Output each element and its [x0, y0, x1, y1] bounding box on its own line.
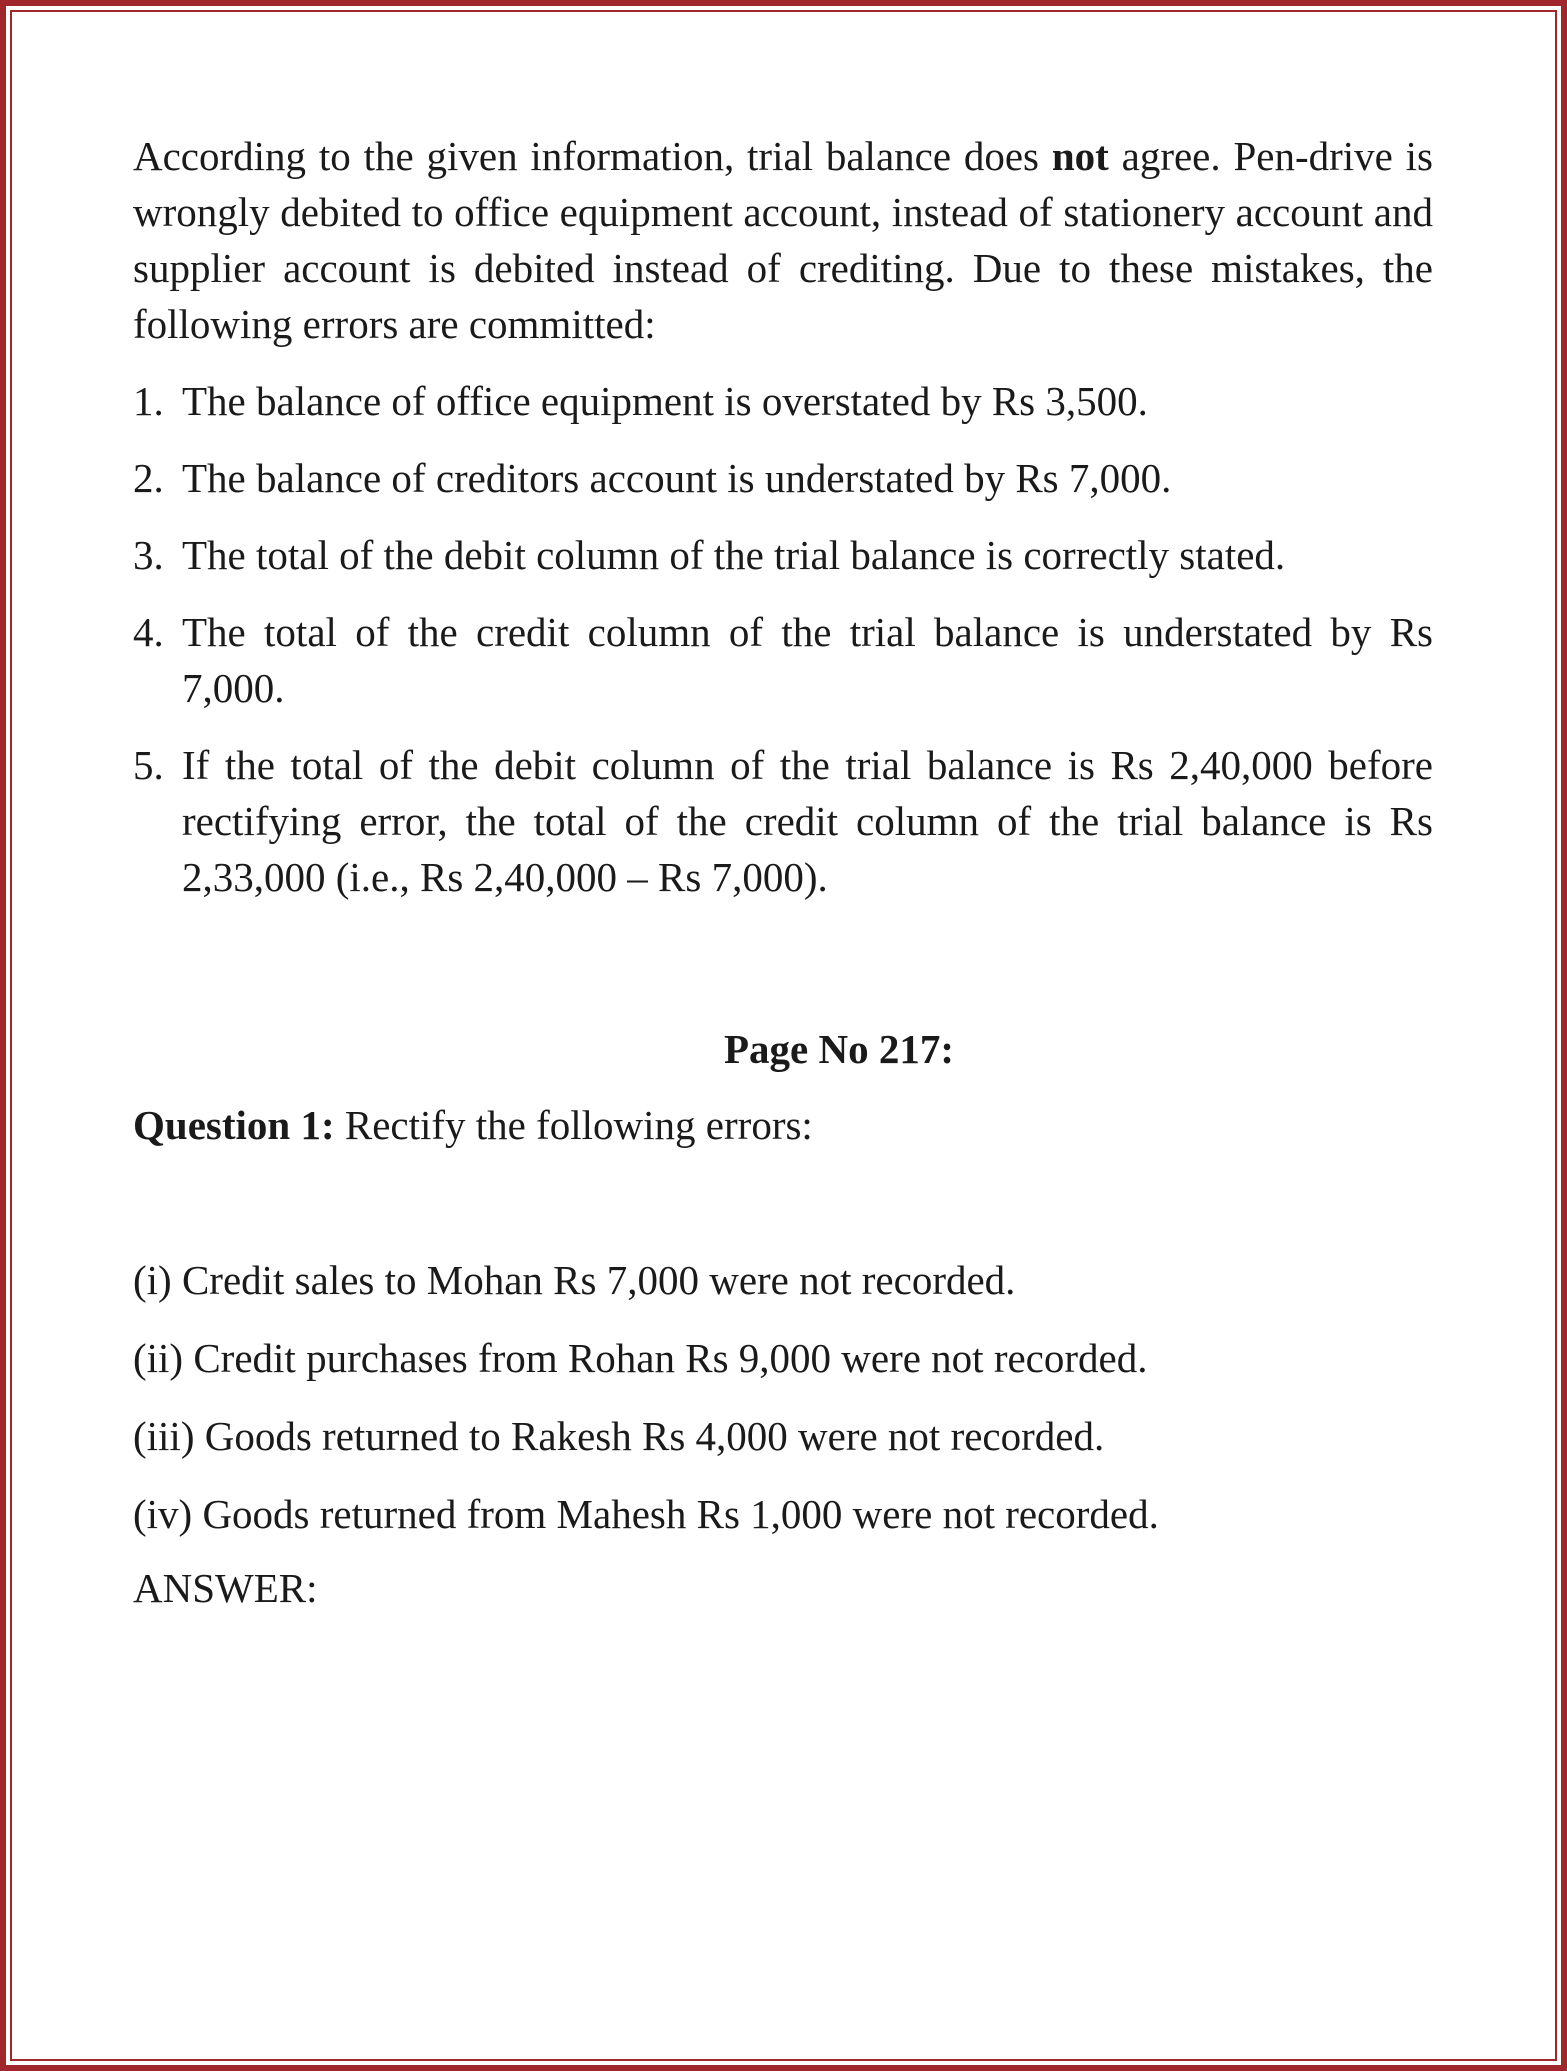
intro-paragraph — [133, 128, 1433, 352]
question-label: Question 1: — [133, 1102, 335, 1148]
answer-label: ANSWER: — [133, 1565, 318, 1611]
question-items-list — [133, 1252, 1433, 1542]
question-item: (i) Credit sales to Mohan Rs 7,000 were not recorded. — [133, 1257, 1016, 1303]
list-item-number: 2. — [133, 455, 164, 501]
list-item-number: 3. — [133, 532, 164, 578]
question-item: (ii) Credit purchases from Rohan Rs 9,000 were not recorded. — [133, 1335, 1148, 1381]
intro-text-after: agree. Pen-drive is wrongly debited to office equipment account, instead of stationery account and supplier account is debited instead of crediting. Due to these mistakes, the following errors are committed: — [133, 133, 1434, 347]
intro-text-before: According to the given information, trial balance does — [133, 133, 1052, 179]
list-item-text: The balance of creditors account is understated by Rs 7,000. — [182, 455, 1172, 501]
list-item — [133, 373, 1433, 429]
question-item: (iv) Goods returned from Mahesh Rs 1,000 were not recorded. — [133, 1491, 1159, 1537]
list-item — [133, 527, 1433, 583]
list-item-text: The total of the credit column of the trial balance is understated by Rs 7,000. — [182, 609, 1433, 711]
list-item — [133, 604, 1433, 716]
list-item-text: If the total of the debit column of the trial balance is Rs 2,40,000 before rectifying error, the total of the credit column of the trial balance is Rs 2,33,000 (i.e., Rs 2,40,000 – Rs 7,000). — [182, 742, 1433, 900]
document-content — [133, 128, 1433, 1616]
list-item-number: 5. — [133, 742, 164, 788]
list-item-number: 1. — [133, 378, 164, 424]
question-text: Rectify the following errors: — [334, 1102, 813, 1148]
errors-committed-list — [133, 373, 1433, 905]
list-item-text: The balance of office equipment is overstated by Rs 3,500. — [182, 378, 1148, 424]
list-item — [133, 450, 1433, 506]
intro-bold-word: not — [1051, 133, 1109, 179]
question-item: (iii) Goods returned to Rakesh Rs 4,000 were not recorded. — [133, 1413, 1105, 1459]
question-heading — [133, 1097, 1433, 1153]
page-number-heading: Page No 217: — [723, 1026, 954, 1072]
list-item — [133, 737, 1433, 905]
list-item-number: 4. — [133, 609, 164, 655]
list-item-text: The total of the debit column of the trial balance is correctly stated. — [182, 532, 1286, 578]
